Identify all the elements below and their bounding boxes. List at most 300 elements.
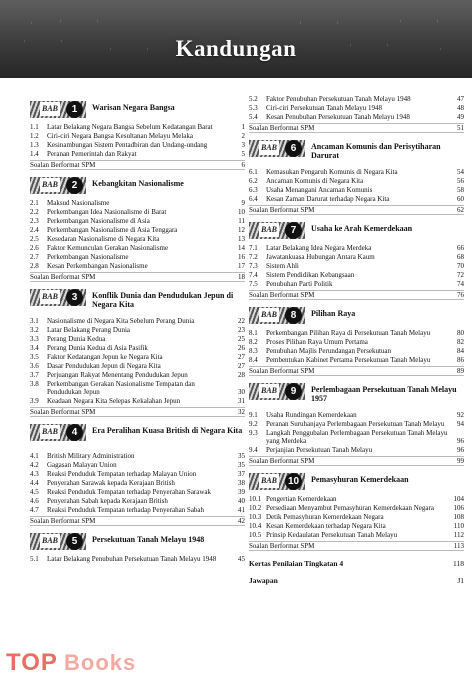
section-number: 10.1 — [249, 495, 262, 503]
extra-entry[interactable] — [249, 559, 464, 568]
bab-label: BAB — [40, 534, 60, 548]
section-number: 3.6 — [30, 362, 39, 370]
page-title: Kandungan — [175, 36, 297, 61]
toc-entry[interactable] — [249, 177, 464, 185]
section-title: Kesan Penubuhan Persekutuan Tanah Melayu 1948 — [266, 113, 410, 121]
chapter-heading[interactable] — [249, 137, 464, 167]
left-column — [30, 94, 245, 564]
bab-label: BAB — [259, 474, 279, 488]
section-title: Jawatankuasa Hubungan Antara Kaum — [266, 253, 375, 261]
toc-entry[interactable] — [30, 461, 245, 469]
page-number: 48 — [457, 104, 464, 112]
toc-entry[interactable] — [249, 356, 464, 364]
section-number: 3.7 — [30, 371, 39, 379]
section-number: 10.2 — [249, 504, 262, 512]
toc-entry[interactable] — [249, 531, 464, 539]
page-number: 89 — [457, 367, 464, 375]
soalan-spm-entry[interactable] — [249, 456, 464, 466]
bab-label: BAB — [259, 141, 279, 155]
chapter-title: Warisan Negara Bangsa — [92, 103, 175, 112]
section-title: Kesan Perkembangan Nasionalisme — [47, 262, 148, 270]
section-number: 6.1 — [249, 168, 258, 176]
toc-entry[interactable] — [30, 362, 245, 370]
bab-label: BAB — [40, 425, 60, 439]
section-number: 5.3 — [249, 104, 258, 112]
section-title: Sistem Ahli — [266, 262, 299, 270]
soalan-label: Soalan Berformat SPM — [249, 542, 315, 550]
toc-entry[interactable] — [249, 338, 464, 346]
page-number: 66 — [457, 244, 464, 252]
section-title: Faktor Kedatangan Jepun ke Negara Kita — [47, 353, 163, 361]
svg-text:TOP: TOP — [6, 649, 58, 676]
section-number: 7.3 — [249, 262, 258, 270]
section-title: Perkembangan Gerakan Nasionalisme Tempatan dan Pendudukan Jepun — [47, 380, 195, 396]
section-title: British Military Administration — [47, 452, 135, 460]
section-title: Sistem Pendidikan Kebangsaan — [266, 271, 355, 279]
section-title: Penyerahan Sarawak kepada Kerajaan British — [47, 479, 175, 487]
soalan-label: Soalan Berformat SPM — [249, 124, 315, 132]
bab-label: BAB — [40, 102, 60, 116]
toc-entry[interactable] — [249, 262, 464, 270]
page-header — [0, 0, 472, 78]
page-number: 13 — [238, 235, 245, 243]
page-number: 5 — [241, 150, 245, 158]
chapter-badge — [30, 533, 86, 550]
section-number: 2.5 — [30, 235, 39, 243]
section-number: 3.8 — [30, 380, 39, 388]
toc-entry[interactable] — [249, 429, 464, 445]
chapter-title: Era Peralihan Kuasa British di Negara Kita — [92, 426, 243, 435]
chapter-badge — [249, 383, 305, 400]
toc-entry[interactable] — [249, 411, 464, 419]
chapter-heading[interactable] — [30, 530, 245, 554]
chapter-number: 4 — [66, 424, 83, 441]
extra-entry[interactable] — [249, 576, 464, 585]
section-title: Nasionalisme di Negara Kita Sebelum Perang Dunia — [47, 317, 195, 325]
page-number: 28 — [238, 371, 245, 379]
toc-entry[interactable] — [30, 326, 245, 334]
section-number: 4.7 — [30, 506, 39, 514]
page-number: 6 — [241, 161, 245, 169]
page-number: 31 — [238, 397, 245, 405]
page-number: 68 — [457, 253, 464, 261]
page-number: 40 — [238, 497, 245, 505]
section-title: Perjanjian Persekutuan Tanah Melayu — [266, 446, 373, 454]
page-number: 96 — [457, 446, 464, 454]
page-number: 84 — [457, 347, 464, 355]
toc-entry[interactable] — [249, 446, 464, 454]
section-number: 1.4 — [30, 150, 39, 158]
chapter-number: 10 — [285, 473, 302, 490]
section-number: 2.4 — [30, 226, 39, 234]
section-number: 5.1 — [30, 555, 39, 563]
section-number: 8.2 — [249, 338, 258, 346]
toc-entry[interactable] — [30, 497, 245, 505]
page-number: 45 — [238, 555, 245, 563]
page-number: 56 — [457, 177, 464, 185]
top-books-logo — [0, 640, 150, 680]
page-number: 58 — [457, 186, 464, 194]
toc-entry[interactable] — [30, 226, 245, 234]
section-title: Reaksi Penduduk Tempatan terhadap Penyerahan Sabah — [47, 506, 205, 514]
section-title: Faktor Penubuhan Persekutuan Tanah Melayu 1948 — [266, 95, 411, 103]
toc-entry[interactable] — [30, 353, 245, 361]
chapter-badge — [249, 473, 305, 490]
toc-entry[interactable] — [30, 452, 245, 460]
page-number: 23 — [238, 326, 245, 334]
toc-entry[interactable] — [249, 495, 464, 503]
soalan-spm-entry[interactable] — [249, 541, 464, 551]
soalan-spm-entry[interactable] — [30, 516, 245, 526]
page-number: 80 — [457, 329, 464, 337]
page-number: 18 — [238, 273, 245, 281]
section-number: 10.4 — [249, 522, 262, 530]
page-number: 11 — [238, 217, 245, 225]
toc-entry[interactable] — [30, 488, 245, 496]
section-number: 4.4 — [30, 479, 39, 487]
toc-entry[interactable] — [30, 123, 245, 131]
soalan-label: Soalan Berformat SPM — [249, 291, 315, 299]
section-title: Pembentukan Kabinet Pertama Persekutuan Tanah Melayu — [266, 356, 431, 364]
section-number: 2.1 — [30, 199, 39, 207]
page-number: 32 — [238, 408, 245, 416]
section-title: Pengertian Kemerdekaan — [266, 495, 337, 503]
page-number: 14 — [238, 244, 245, 252]
chapter-heading[interactable] — [30, 421, 245, 451]
toc-entry[interactable] — [30, 132, 245, 140]
toc-entry[interactable] — [249, 113, 464, 121]
extra-title: Jawapan — [249, 576, 278, 585]
toc-entry[interactable] — [249, 329, 464, 337]
page-number: 10 — [238, 208, 245, 216]
page-number: 38 — [238, 479, 245, 487]
chapter-title: Konflik Dunia dan Pendudukan Jepun di Negara Kita — [92, 291, 234, 309]
chapter-title: Usaha ke Arah Kemerdekaan — [311, 224, 413, 233]
page-number: 104 — [453, 495, 464, 503]
soalan-spm-entry[interactable] — [30, 160, 245, 170]
section-number: 6.2 — [249, 177, 258, 185]
section-title: Perkembangan Pilihan Raya di Persekutuan Tanah Melayu — [266, 329, 431, 337]
page-number: 26 — [238, 344, 245, 352]
section-number: 7.1 — [249, 244, 258, 252]
section-title: Langkah Penggubalan Perlembagaan Persekutuan Tanah Melayu yang Merdeka — [266, 429, 448, 445]
section-title: Ciri-ciri Negara Bangsa Kesultanan Melayu Melaka — [47, 132, 193, 140]
soalan-spm-entry[interactable] — [30, 407, 245, 417]
toc-entry[interactable] — [30, 555, 245, 563]
chapter-title: Ancaman Komunis dan Perisytiharan Darurat — [311, 142, 441, 160]
chapter-heading[interactable] — [249, 219, 464, 243]
page-number: 35 — [238, 452, 245, 460]
soalan-label: Soalan Berformat SPM — [30, 517, 96, 525]
toc-entry[interactable] — [249, 186, 464, 194]
chapter-heading[interactable] — [249, 470, 464, 494]
page-number: 1 — [241, 123, 245, 131]
section-number: 4.3 — [30, 470, 39, 478]
chapter-heading[interactable] — [30, 174, 245, 198]
section-title: Latar Belakang Negara Bangsa Sebelum Kedatangan Barat — [47, 123, 213, 131]
hexagon-decoration — [400, 2, 438, 40]
page-number: 3 — [241, 141, 245, 149]
toc-entry[interactable] — [249, 420, 464, 428]
page-number: 82 — [457, 338, 464, 346]
bab-label: BAB — [259, 384, 279, 398]
section-title: Faktor Kemunculan Gerakan Nasionalisme — [47, 244, 169, 252]
page-number: 30 — [238, 388, 245, 396]
section-number: 3.9 — [30, 397, 39, 405]
chapter-heading[interactable] — [30, 286, 245, 316]
toc-entry[interactable] — [249, 244, 464, 252]
section-title: Perang Dunia Kedua di Asia Pasifik — [47, 344, 148, 352]
section-title: Kesan Kemerdekaan terhadap Negara Kita — [266, 522, 386, 530]
toc-entry[interactable] — [30, 397, 245, 405]
chapter-heading[interactable] — [249, 380, 464, 410]
toc-entry[interactable] — [249, 504, 464, 512]
page-number: 39 — [238, 488, 245, 496]
page-number: 106 — [453, 504, 464, 512]
section-title: Kesinambungan Sistem Pentadbiran dan Undang-undang — [47, 141, 208, 149]
soalan-spm-entry[interactable] — [249, 366, 464, 376]
page-number: 35 — [238, 461, 245, 469]
section-number: 3.3 — [30, 335, 39, 343]
chapter-heading[interactable] — [30, 98, 245, 122]
section-title: Usaha Rundingan Kemerdekaan — [266, 411, 357, 419]
page-number: 22 — [238, 317, 245, 325]
toc-entry[interactable] — [30, 141, 245, 149]
page-number: 112 — [453, 531, 464, 539]
section-title: Perang Dunia Kedua — [47, 335, 106, 343]
toc-entry[interactable] — [249, 271, 464, 279]
toc-entry[interactable] — [30, 479, 245, 487]
page-number: 110 — [453, 522, 464, 530]
toc-entry[interactable] — [30, 262, 245, 270]
toc-entry[interactable] — [249, 195, 464, 203]
page-number: 86 — [457, 356, 464, 364]
chapter-number: 1 — [66, 101, 83, 118]
page-number: 54 — [457, 168, 464, 176]
section-title: Perkembangan Nasionalisme — [47, 253, 129, 261]
toc-entry[interactable] — [249, 168, 464, 176]
section-number: 4.6 — [30, 497, 39, 505]
toc-entry[interactable] — [249, 95, 464, 103]
page-number: 108 — [453, 513, 464, 521]
section-title: Penyerahan Sabah kepada Kerajaan British — [47, 497, 168, 505]
section-number: 10.5 — [249, 531, 262, 539]
soalan-spm-entry[interactable] — [249, 123, 464, 133]
page-number: 76 — [457, 291, 464, 299]
section-number: 2.7 — [30, 253, 39, 261]
section-title: Reaksi Penduduk Tempatan terhadap Malayan Union — [47, 470, 197, 478]
chapter-badge — [249, 222, 305, 239]
chapter-title: Perlembagaan Persekutuan Tanah Melayu 1957 — [311, 385, 457, 403]
chapter-badge — [30, 424, 86, 441]
soalan-label: Soalan Berformat SPM — [249, 457, 315, 465]
soalan-label: Soalan Berformat SPM — [30, 273, 96, 281]
page-number: 62 — [457, 206, 464, 214]
section-number: 4.2 — [30, 461, 39, 469]
chapter-badge — [30, 101, 86, 118]
page-number: 27 — [238, 362, 245, 370]
section-number: 4.1 — [30, 452, 39, 460]
section-number: 2.2 — [30, 208, 39, 216]
soalan-spm-entry[interactable] — [30, 272, 245, 282]
page-number: 118 — [453, 559, 464, 568]
chapter-number: 3 — [66, 289, 83, 306]
toc-entry[interactable] — [30, 506, 245, 514]
section-title: Ancaman Komunis di Negara Kita — [266, 177, 364, 185]
toc-entry[interactable] — [30, 317, 245, 325]
chapter-heading[interactable] — [249, 304, 464, 328]
toc-entry[interactable] — [30, 344, 245, 352]
toc-entry[interactable] — [249, 347, 464, 355]
toc-entry[interactable] — [30, 199, 245, 207]
right-column — [249, 94, 464, 585]
section-title: Dasar Pendudukan Jepun di Negara Kita — [47, 362, 161, 370]
section-title: Peranan Suruhanjaya Perlembagaan Persekutuan Tanah Melayu — [266, 420, 445, 428]
page-number: 113 — [453, 542, 464, 550]
section-number: 2.3 — [30, 217, 39, 225]
section-number: 1.2 — [30, 132, 39, 140]
toc-entry[interactable] — [30, 335, 245, 343]
page-number: 51 — [457, 124, 464, 132]
section-title: Keadaan Negara Kita Selepas Kekalahan Jepun — [47, 397, 181, 405]
toc-entry[interactable] — [30, 208, 245, 216]
chapter-badge — [249, 140, 305, 157]
section-title: Detik Pemasyhuran Kemerdekaan Negara — [266, 513, 384, 521]
chapter-number: 7 — [285, 222, 302, 239]
section-title: Penubuhan Majlis Perundangan Persekutuan — [266, 347, 392, 355]
soalan-label: Soalan Berformat SPM — [249, 367, 315, 375]
section-number: 7.5 — [249, 280, 258, 288]
section-title: Reaksi Penduduk Tempatan terhadap Penyerahan Sarawak — [47, 488, 212, 496]
chapter-title: Persekutuan Tanah Melayu 1948 — [92, 535, 205, 544]
toc-entry[interactable] — [30, 380, 245, 396]
chapter-number: 9 — [285, 383, 302, 400]
section-title: Proses Pilihan Raya Umum Pertama — [266, 338, 368, 346]
chapter-number: 6 — [285, 140, 302, 157]
page-number: 42 — [238, 517, 245, 525]
section-number: 5.2 — [249, 95, 258, 103]
section-number: 6.3 — [249, 186, 258, 194]
section-number: 4.5 — [30, 488, 39, 496]
page-number: 99 — [457, 457, 464, 465]
page-number: 60 — [457, 195, 464, 203]
section-number: 7.4 — [249, 271, 258, 279]
toc-entry[interactable] — [30, 244, 245, 252]
section-number: 2.8 — [30, 262, 39, 270]
section-number: 9.3 — [249, 429, 258, 437]
section-number: 3.4 — [30, 344, 39, 352]
toc-entry[interactable] — [249, 513, 464, 521]
bab-label: BAB — [40, 290, 60, 304]
page-number: 94 — [457, 420, 464, 428]
soalan-label: Soalan Berformat SPM — [30, 161, 96, 169]
section-number: 7.2 — [249, 253, 258, 261]
chapter-badge — [30, 289, 86, 306]
bab-label: BAB — [40, 178, 60, 192]
chapter-badge — [249, 307, 305, 324]
page-number: 72 — [457, 271, 464, 279]
section-number: 8.1 — [249, 329, 258, 337]
section-title: Kesan Zaman Darurat terhadap Negara Kita — [266, 195, 390, 203]
section-title: Kemasukan Pengaruh Komunis di Negara Kita — [266, 168, 398, 176]
section-number: 6.4 — [249, 195, 258, 203]
section-number: 9.2 — [249, 420, 258, 428]
page-number: 17 — [238, 262, 245, 270]
section-title: Latar Belakang Idea Negara Merdeka — [266, 244, 372, 252]
page-number: J1 — [457, 576, 464, 585]
section-number: 3.1 — [30, 317, 39, 325]
logo-graphic — [0, 640, 150, 680]
page-number: 37 — [238, 470, 245, 478]
section-number: 5.4 — [249, 113, 258, 121]
bab-label: BAB — [259, 308, 279, 322]
section-title: Peranan Pemerintah dan Rakyat — [47, 150, 137, 158]
section-title: Prinsip Kedaulatan Persekutuan Tanah Melayu — [266, 531, 398, 539]
section-title: Kesedaran Nasionalisme di Negara Kita — [47, 235, 160, 243]
section-title: Persediaan Menyambut Pemasyhuran Kemerdekaan Negara — [266, 504, 434, 512]
toc-entry[interactable] — [249, 253, 464, 261]
page-number: 74 — [457, 280, 464, 288]
section-number: 9.4 — [249, 446, 258, 454]
chapter-number: 2 — [66, 177, 83, 194]
bab-label: BAB — [259, 223, 279, 237]
page-number: 25 — [238, 335, 245, 343]
section-number: 8.4 — [249, 356, 258, 364]
page-number: 2 — [241, 132, 245, 140]
soalan-label: Soalan Berformat SPM — [30, 408, 96, 416]
section-title: Ciri-ciri Persekutuan Tanah Melayu 1948 — [266, 104, 383, 112]
section-title: Penubuhan Parti Politik — [266, 280, 333, 288]
hexagon-decoration — [60, 2, 98, 40]
page-number: 27 — [238, 353, 245, 361]
chapter-number: 8 — [285, 307, 302, 324]
toc-entry[interactable] — [249, 104, 464, 112]
section-number: 9.1 — [249, 411, 258, 419]
section-number: 8.3 — [249, 347, 258, 355]
page-number: 41 — [238, 506, 245, 514]
page-number: 70 — [457, 262, 464, 270]
toc-entry[interactable] — [30, 371, 245, 379]
toc-entry[interactable] — [30, 235, 245, 243]
section-title: Gagasan Malayan Union — [47, 461, 117, 469]
section-title: Maksud Nasionalisme — [47, 199, 110, 207]
page-number: 9 — [241, 199, 245, 207]
section-title: Perkembangan Idea Nasionalisme di Barat — [47, 208, 167, 216]
toc-entry[interactable] — [30, 470, 245, 478]
toc-entry[interactable] — [30, 253, 245, 261]
soalan-spm-entry[interactable] — [249, 205, 464, 215]
section-number: 3.2 — [30, 326, 39, 334]
toc-entry[interactable] — [249, 522, 464, 530]
chapter-title: Pilihan Raya — [311, 309, 356, 318]
toc-entry[interactable] — [30, 217, 245, 225]
soalan-spm-entry[interactable] — [249, 290, 464, 300]
soalan-label: Soalan Berformat SPM — [249, 206, 315, 214]
section-number: 2.6 — [30, 244, 39, 252]
section-title: Usaha Menangani Ancaman Komunis — [266, 186, 373, 194]
toc-entry[interactable] — [249, 280, 464, 288]
section-title: Latar Belakang Perang Dunia — [47, 326, 130, 334]
section-title: Perkembangan Nasionalisme di Asia — [47, 217, 150, 225]
section-number: 1.3 — [30, 141, 39, 149]
section-number: 10.3 — [249, 513, 262, 521]
section-title: Perkembangan Nasionalisme di Asia Tenggara — [47, 226, 178, 234]
page-number: 47 — [457, 95, 464, 103]
extra-title: Kertas Penilaian Tingkatan 4 — [249, 559, 344, 568]
chapter-number: 5 — [66, 533, 83, 550]
toc-entry[interactable] — [30, 150, 245, 158]
section-title: Perjuangan Rakyat Menentang Pendudukan Jepun — [47, 371, 188, 379]
